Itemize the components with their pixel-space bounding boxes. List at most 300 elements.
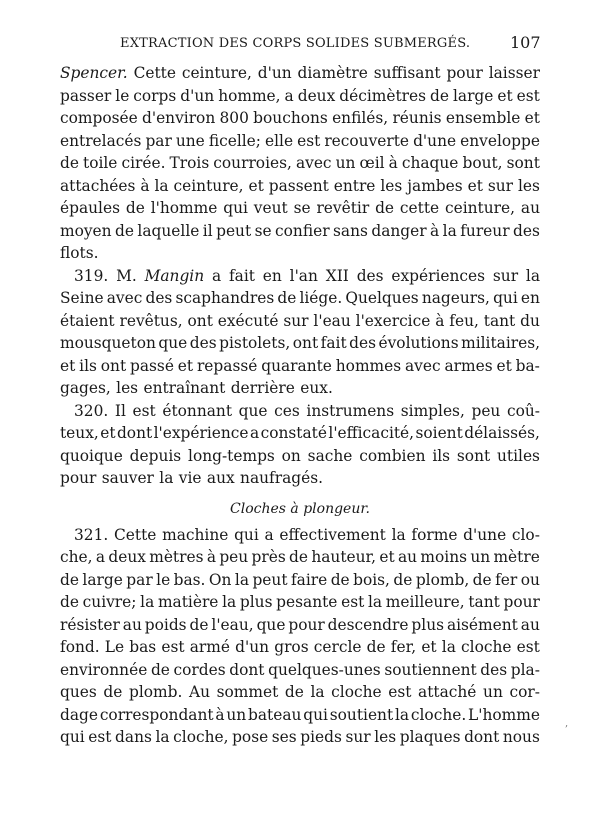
word: bois, xyxy=(353,570,390,589)
word: étonnant xyxy=(162,401,233,420)
word: poids xyxy=(144,615,187,634)
word: revêtus, xyxy=(119,311,183,330)
word: avec xyxy=(405,356,441,375)
word: nous xyxy=(502,728,540,746)
word: à xyxy=(388,154,398,172)
word: chaque xyxy=(401,154,459,172)
word: résister xyxy=(60,615,120,634)
word: à xyxy=(430,221,440,240)
word: simples, xyxy=(400,401,465,420)
text-line xyxy=(60,422,540,445)
word: de xyxy=(189,615,209,634)
word: quelques-unes xyxy=(268,660,381,679)
word: fer xyxy=(495,570,518,589)
word: et xyxy=(177,356,194,375)
word: mousqueton xyxy=(60,334,156,352)
word: XII xyxy=(325,266,349,285)
word: l'eau xyxy=(313,311,351,330)
word: et xyxy=(524,109,540,127)
word: diamètre xyxy=(297,64,368,82)
word: et xyxy=(467,176,483,195)
word: décimètres xyxy=(339,86,427,105)
word: cloche. xyxy=(410,705,467,724)
word: toile xyxy=(83,154,118,172)
word: peut xyxy=(216,221,252,240)
word: bas. xyxy=(173,570,206,589)
word: des xyxy=(145,289,173,307)
word: bas xyxy=(129,638,157,656)
running-head: EXTRACTION DES CORPS SOLIDES SUBMERGÉS. xyxy=(120,36,471,51)
word: che, xyxy=(60,548,93,566)
word: l'efficacité, xyxy=(328,424,415,442)
text-line xyxy=(60,659,540,682)
word: l'eau, xyxy=(211,615,254,634)
word: faire xyxy=(290,570,328,589)
word: plaques xyxy=(399,728,461,746)
word: Quelques xyxy=(345,289,419,307)
word: M. xyxy=(116,266,137,285)
text-line xyxy=(60,377,540,400)
word: se xyxy=(254,221,272,240)
word: descendre xyxy=(327,615,409,634)
text-line xyxy=(60,107,540,130)
word: de xyxy=(60,570,79,589)
word: moyen xyxy=(60,221,112,240)
word: passé xyxy=(130,356,174,375)
word: qui xyxy=(303,705,328,724)
word: cette xyxy=(399,199,440,217)
word: qui xyxy=(223,199,248,217)
text-line xyxy=(60,569,540,592)
word: au xyxy=(398,548,418,566)
word: dont xyxy=(464,728,500,746)
word: à xyxy=(435,311,445,330)
word: qui xyxy=(60,728,85,746)
word: attachées xyxy=(60,176,136,195)
word: à xyxy=(206,548,216,566)
word: Il xyxy=(114,401,126,420)
word: bateau xyxy=(248,705,302,724)
word: correspondant xyxy=(99,705,214,724)
word: pieds xyxy=(300,728,342,746)
word: de xyxy=(115,221,134,240)
word: a xyxy=(264,525,274,544)
word: et xyxy=(496,356,512,375)
word: que xyxy=(256,615,286,634)
word: naufragés. xyxy=(240,469,324,487)
word: réunis xyxy=(392,109,442,127)
word: avec xyxy=(295,154,332,172)
word: pla- xyxy=(510,660,540,679)
word: délaissés, xyxy=(464,424,540,442)
word: quarante xyxy=(261,356,332,375)
word: l'an xyxy=(289,266,318,285)
word: est xyxy=(161,638,185,656)
word: la xyxy=(155,728,170,746)
word: laquelle xyxy=(137,221,200,240)
word: fureur xyxy=(460,221,510,240)
word: danger xyxy=(371,221,427,240)
word: armé xyxy=(189,638,230,656)
word: derrière xyxy=(230,379,295,397)
word: d'un xyxy=(257,64,292,82)
word: fait xyxy=(320,334,347,352)
word: la xyxy=(394,705,410,724)
word: de xyxy=(472,570,492,589)
word: large xyxy=(82,570,123,589)
word: est xyxy=(341,593,365,611)
word: les xyxy=(116,379,139,397)
word: la xyxy=(368,593,383,611)
word: a xyxy=(211,266,222,285)
word: matière xyxy=(157,593,219,611)
section-heading: Cloches à plongeur. xyxy=(230,500,370,517)
word: constaté xyxy=(260,424,327,442)
word: composée xyxy=(60,109,138,127)
word: sache xyxy=(307,446,353,465)
word: au xyxy=(520,199,540,217)
word: fait xyxy=(228,266,255,285)
word: sur xyxy=(487,176,514,195)
word: homme, xyxy=(218,86,281,105)
word: soient xyxy=(415,424,463,442)
word: a xyxy=(284,86,294,105)
word: d'environ xyxy=(141,109,216,127)
word: gros xyxy=(274,638,309,656)
word: ont xyxy=(187,311,213,330)
word: ficelle; xyxy=(208,131,261,150)
word: soutient xyxy=(329,705,394,724)
word: sur xyxy=(492,266,519,285)
word: dont xyxy=(229,660,265,679)
word: laisser xyxy=(488,64,540,82)
word: combien xyxy=(359,446,426,465)
word: de xyxy=(103,683,123,701)
word: cercle xyxy=(313,638,362,656)
text-line xyxy=(60,726,540,749)
word: suffisant xyxy=(373,64,441,82)
word: que xyxy=(238,401,268,420)
word: courroies, xyxy=(213,154,292,172)
word: de xyxy=(366,638,386,656)
word: qui xyxy=(493,289,518,307)
word: un xyxy=(226,705,247,724)
word: enfilés, xyxy=(332,109,389,127)
word: de xyxy=(375,199,395,217)
word: de xyxy=(330,570,350,589)
word: la xyxy=(234,570,249,589)
word: cirée. xyxy=(121,154,166,172)
word: les xyxy=(374,728,397,746)
word: 321. xyxy=(74,525,109,544)
word: recouverte xyxy=(324,131,410,150)
word: de xyxy=(125,199,145,217)
word: exécuté xyxy=(217,311,279,330)
word: au xyxy=(520,615,540,634)
word: machine xyxy=(162,525,229,544)
word: Trois xyxy=(169,154,210,172)
word: d'une xyxy=(463,525,507,544)
word: ceinture, xyxy=(181,64,252,82)
text-line xyxy=(60,614,540,637)
word: aux xyxy=(206,469,235,487)
word: cor- xyxy=(509,683,540,701)
word: la xyxy=(391,525,406,544)
word: le xyxy=(115,86,130,105)
word: a xyxy=(249,424,260,442)
word: de xyxy=(277,289,297,307)
margin-mark: , xyxy=(565,718,569,729)
word: eux. xyxy=(300,379,333,397)
text-line xyxy=(60,467,540,490)
word: confier xyxy=(275,221,330,240)
word: et xyxy=(421,638,437,656)
word: passer xyxy=(60,86,112,105)
word: de xyxy=(289,548,308,566)
word: plomb. xyxy=(128,683,183,701)
word: revêtir xyxy=(316,199,370,217)
word: mètres xyxy=(149,548,204,566)
word: des xyxy=(356,266,384,285)
text-line xyxy=(60,524,540,547)
word: instrumens xyxy=(306,401,395,420)
word: corps xyxy=(133,86,177,105)
word: la xyxy=(441,638,456,656)
word: mètre xyxy=(493,548,540,566)
word: un xyxy=(335,154,356,172)
word: on xyxy=(281,446,301,465)
italic-word: Spencer. xyxy=(60,64,128,82)
word: deux xyxy=(297,86,336,105)
word: vie xyxy=(178,469,202,487)
word: de xyxy=(150,660,170,679)
word: de xyxy=(430,86,449,105)
text-line xyxy=(60,265,540,288)
word: dont xyxy=(116,424,153,442)
word: On xyxy=(208,570,232,589)
word: ceinture, xyxy=(445,199,516,217)
word: ont xyxy=(292,334,319,352)
word: armes xyxy=(444,356,493,375)
word: en xyxy=(262,266,282,285)
word: veut xyxy=(253,199,288,217)
word: dans xyxy=(115,728,152,746)
word: l'homme xyxy=(150,199,218,217)
word: les xyxy=(380,176,403,195)
word: que xyxy=(158,334,188,352)
word: de xyxy=(60,593,79,611)
text-line xyxy=(60,152,540,175)
text-line xyxy=(60,332,540,355)
word: par xyxy=(126,570,153,589)
word: Cette xyxy=(133,64,176,82)
word: jambes xyxy=(407,176,463,195)
word: expériences xyxy=(391,266,486,285)
word: meilleure, xyxy=(385,593,465,611)
word: plomb, xyxy=(415,570,470,589)
word: près xyxy=(251,548,286,566)
word: large xyxy=(452,86,494,105)
word: ba- xyxy=(515,356,540,375)
word: coû- xyxy=(506,401,540,420)
text-line xyxy=(60,130,540,153)
word: 800 xyxy=(219,109,249,127)
word: tant xyxy=(468,593,500,611)
word: et xyxy=(248,176,264,195)
word: plus xyxy=(239,593,273,611)
word: la xyxy=(154,176,169,195)
page-number: 107 xyxy=(510,33,541,52)
word: de xyxy=(393,570,413,589)
word: ques xyxy=(60,683,97,701)
word: entrelacés xyxy=(60,131,142,150)
word: entraînant xyxy=(143,379,226,397)
word: le xyxy=(156,570,171,589)
word: une xyxy=(175,131,205,150)
text-line xyxy=(60,62,540,85)
text-line xyxy=(60,591,540,614)
word: hauteur, xyxy=(311,548,377,566)
word: l'exercice xyxy=(355,311,431,330)
word: d'une xyxy=(413,131,457,150)
word: des xyxy=(480,660,508,679)
word: est xyxy=(132,401,156,420)
word: hommes xyxy=(335,356,402,375)
word: d'un xyxy=(235,638,270,656)
word: cordes xyxy=(173,660,226,679)
word: des xyxy=(513,221,540,240)
word: sauver xyxy=(101,469,154,487)
word: long-temps xyxy=(188,446,275,465)
text-line xyxy=(60,636,540,659)
word: peu xyxy=(219,548,249,566)
word: sont xyxy=(456,446,491,465)
word: sont xyxy=(506,154,540,172)
word: effectivement xyxy=(279,525,386,544)
word: sur xyxy=(283,311,309,330)
word: de xyxy=(60,154,79,172)
word: pour xyxy=(288,615,325,634)
word: environnée xyxy=(60,660,148,679)
word: par xyxy=(145,131,172,150)
word: L'homme xyxy=(468,705,540,724)
word: Seine xyxy=(60,289,104,307)
word: liége. xyxy=(299,289,343,307)
word: a xyxy=(95,548,106,566)
word: elle xyxy=(265,131,294,150)
word: la xyxy=(310,683,325,701)
text-line xyxy=(60,310,540,333)
word: Le xyxy=(104,638,125,656)
word: il xyxy=(202,221,213,240)
word: qui xyxy=(234,525,259,544)
word: et xyxy=(497,86,513,105)
text-line xyxy=(60,704,540,727)
word: soutiennent xyxy=(384,660,477,679)
word: ils xyxy=(79,356,97,375)
text-line xyxy=(60,85,540,108)
body-text xyxy=(60,62,540,749)
word: la xyxy=(159,469,174,487)
word: est xyxy=(388,683,412,701)
word: pose xyxy=(232,728,269,746)
word: fond. xyxy=(60,638,100,656)
word: l'expérience xyxy=(153,424,249,442)
word: peut xyxy=(252,570,288,589)
word: étaient xyxy=(60,311,115,330)
word: pour xyxy=(503,593,540,611)
word: des xyxy=(349,334,376,352)
word: deux xyxy=(108,548,146,566)
word: la xyxy=(222,593,237,611)
text-line xyxy=(60,546,540,569)
text-line xyxy=(60,681,540,704)
word: est xyxy=(516,86,540,105)
word: cuivre; xyxy=(82,593,137,611)
word: entre xyxy=(333,176,376,195)
word: militaires, xyxy=(461,334,540,352)
word: cloche xyxy=(331,683,382,701)
word: les xyxy=(518,176,540,195)
word: plus xyxy=(411,615,445,634)
word: se xyxy=(293,199,311,217)
word: cloche xyxy=(461,638,512,656)
word: sans xyxy=(333,221,368,240)
word: peu xyxy=(471,401,501,420)
word: moins xyxy=(420,548,467,566)
word: bouchons xyxy=(253,109,328,127)
word: est xyxy=(88,728,112,746)
word: flots. xyxy=(60,244,99,262)
word: enveloppe xyxy=(460,131,540,150)
word: ceinture, xyxy=(173,176,244,195)
word: 319. xyxy=(74,266,109,285)
word: des xyxy=(189,334,217,352)
word: Cette xyxy=(114,525,157,544)
text-line xyxy=(60,175,540,198)
word: bout, xyxy=(462,154,503,172)
word: dage xyxy=(60,705,98,724)
word: teux, xyxy=(60,424,99,442)
word: nageurs, xyxy=(421,289,490,307)
word: et xyxy=(60,356,76,375)
word: scaphandres xyxy=(175,289,275,307)
text-line xyxy=(60,355,540,378)
word: ou xyxy=(520,570,540,589)
word: un xyxy=(470,548,491,566)
word: en xyxy=(520,289,540,307)
word: à xyxy=(215,705,225,724)
word: à xyxy=(140,176,150,195)
word: ses xyxy=(271,728,297,746)
word: utiles xyxy=(497,446,540,465)
word: d'un xyxy=(180,86,215,105)
word: ces xyxy=(274,401,300,420)
text-line xyxy=(60,445,540,468)
word: passent xyxy=(268,176,329,195)
text-line xyxy=(60,287,540,310)
word: un xyxy=(483,683,503,701)
word: ont xyxy=(100,356,127,375)
word: attaché xyxy=(418,683,477,701)
word: Au xyxy=(188,683,210,701)
word: la xyxy=(525,266,540,285)
word: pour xyxy=(60,469,97,487)
word: feu, xyxy=(449,311,479,330)
word: pistolets, xyxy=(219,334,291,352)
word: forme xyxy=(411,525,458,544)
word: repassé xyxy=(196,356,258,375)
